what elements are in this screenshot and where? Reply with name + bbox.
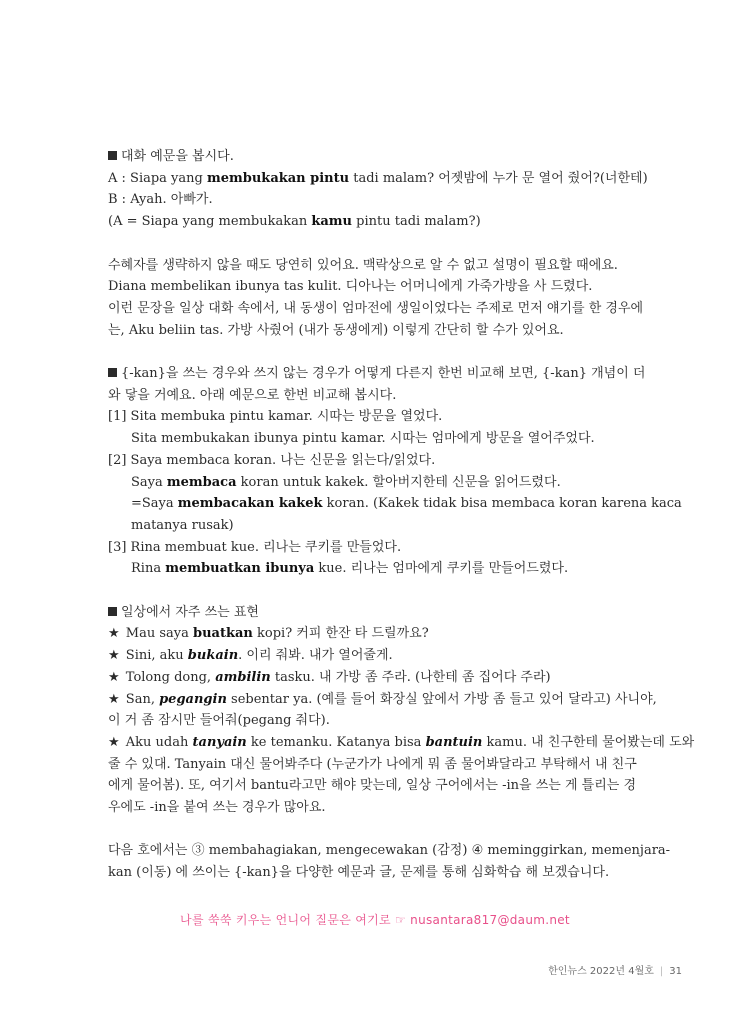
dialogue-line-a: A : Siapa yang membukakan pintu tadi malam? 어젯밤에 누가 문 열어 줬어?(너한테) xyxy=(108,170,648,186)
square-bullet-icon xyxy=(108,368,117,377)
star-icon: ★ xyxy=(108,734,120,750)
closing-line: 다음 호에서는 ③ membahagiakan, mengecewakan (감정) ④ meminggirkan, memenjara- xyxy=(108,843,671,859)
paragraph-line: Diana membelikan ibunya tas kulit. 디아나는 어머니에게 가죽가방을 사 드렸다. xyxy=(108,279,593,295)
example-2-untuk: Saya membaca koran untuk kakek. 할아버지한테 신문을 읽어드렸다. xyxy=(131,474,561,490)
expression-cont: 이 거 좀 잠시만 들어줘(pegang 줘다). xyxy=(108,713,330,729)
paragraph-line: 이런 문장을 일상 대화 속에서, 내 동생이 엄마전에 생일이었다는 주제로 먼저 얘기를 한 경우에 xyxy=(108,300,644,316)
expression-item: ★ San, pegangin sebentar ya. (예를 들어 화장실 앞에서 가방 좀 들고 있어 달라고) 사니야, xyxy=(108,691,657,707)
expression-item: ★ Aku udah tanyain ke temanku. Katanya bisa bantuin kamu. 내 친구한테 물어봤는데 도와 xyxy=(108,734,695,750)
square-bullet-icon xyxy=(108,151,117,160)
example-1-kan: Sita membukakan ibunya pintu kamar. 시따는 엄마에게 방문을 열어주었다. xyxy=(131,431,595,447)
example-1: [1] Sita membuka pintu kamar. 시따는 방문을 열었다. xyxy=(108,409,443,425)
section-heading-dialogue: 대화 예문을 봅시다. xyxy=(108,146,648,168)
paragraph-line: 와 닿을 거예요. 아래 예문으로 한번 비교해 봅시다. xyxy=(108,387,397,403)
star-icon: ★ xyxy=(108,691,120,707)
article-body xyxy=(108,146,695,884)
example-2: [2] Saya membaca koran. 나는 신문을 읽는다/읽었다. xyxy=(108,452,436,468)
expression-cont: 우에도 -in을 붙여 쓰는 경우가 많아요. xyxy=(108,800,326,816)
expression-cont: 에게 물어봄). 또, 여기서 bantu라고만 해야 맞는데, 일상 구어에서는 -in을 쓰는 게 틀리는 경 xyxy=(108,778,637,794)
page-folio xyxy=(548,962,682,977)
square-bullet-icon xyxy=(108,607,117,616)
section-heading-expressions: 일상에서 자주 쓰는 표현 xyxy=(108,602,648,624)
example-3-kan: Rina membuatkan ibunya kue. 리나는 엄마에게 쿠키를 만들어드렸다. xyxy=(131,561,569,577)
expression-item: ★ Mau saya buatkan kopi? 커피 한잔 타 드릴까요? xyxy=(108,626,429,642)
expression-item: ★ Tolong dong, ambilin tasku. 내 가방 좀 주라. (나한테 좀 집어다 주라) xyxy=(108,669,551,685)
star-icon: ★ xyxy=(108,648,120,664)
paragraph-line: 수혜자를 생략하지 않을 때도 당연히 있어요. 맥락상으로 알 수 없고 설명이 필요할 때에요. xyxy=(108,257,618,273)
publication-name: 한인뉴스 2022년 4월호 xyxy=(548,966,654,977)
closing-line: kan (이동) 에 쓰이는 {-kan}을 다양한 예문과 글, 문제를 통해 심화학습 해 보겠습니다. xyxy=(108,865,610,881)
star-icon: ★ xyxy=(108,626,120,642)
example-2-kan: =Saya membacakan kakek koran. (Kakek tidak bisa membaca koran karena kaca xyxy=(131,496,682,512)
example-3: [3] Rina membuat kue. 리나는 쿠키를 만들었다. xyxy=(108,539,402,555)
page-number: 31 xyxy=(669,966,682,977)
paragraph-line: 는, Aku beliin tas. 가방 사줬어 (내가 동생에게) 이렇게 간단히 할 수가 있어요. xyxy=(108,322,564,338)
star-icon: ★ xyxy=(108,669,120,685)
expression-cont: 줄 수 있대. Tanyain 대신 물어봐주다 (누군가가 나에게 뭐 좀 물어봐달라고 부탁해서 내 친구 xyxy=(108,756,637,772)
folio-separator: | xyxy=(659,966,664,977)
dialogue-line-b: B : Ayah. 아빠가. xyxy=(108,192,213,208)
dialogue-note: (A = Siapa yang membukakan kamu pintu tadi malam?) xyxy=(108,214,481,230)
contact-note: 나를 쑥쑥 키우는 언니어 질문은 여기로 ☞ nusantara817@daum.net xyxy=(180,913,570,927)
expression-item: ★ Sini, aku bukain. 이리 줘봐. 내가 열어줄게. xyxy=(108,648,393,664)
section-heading-comparison: {-kan}을 쓰는 경우와 쓰지 않는 경우가 어떻게 다른지 한번 비교해 보면, {-kan} 개념이 더 xyxy=(108,363,648,385)
example-2-cont: matanya rusak) xyxy=(131,517,234,533)
